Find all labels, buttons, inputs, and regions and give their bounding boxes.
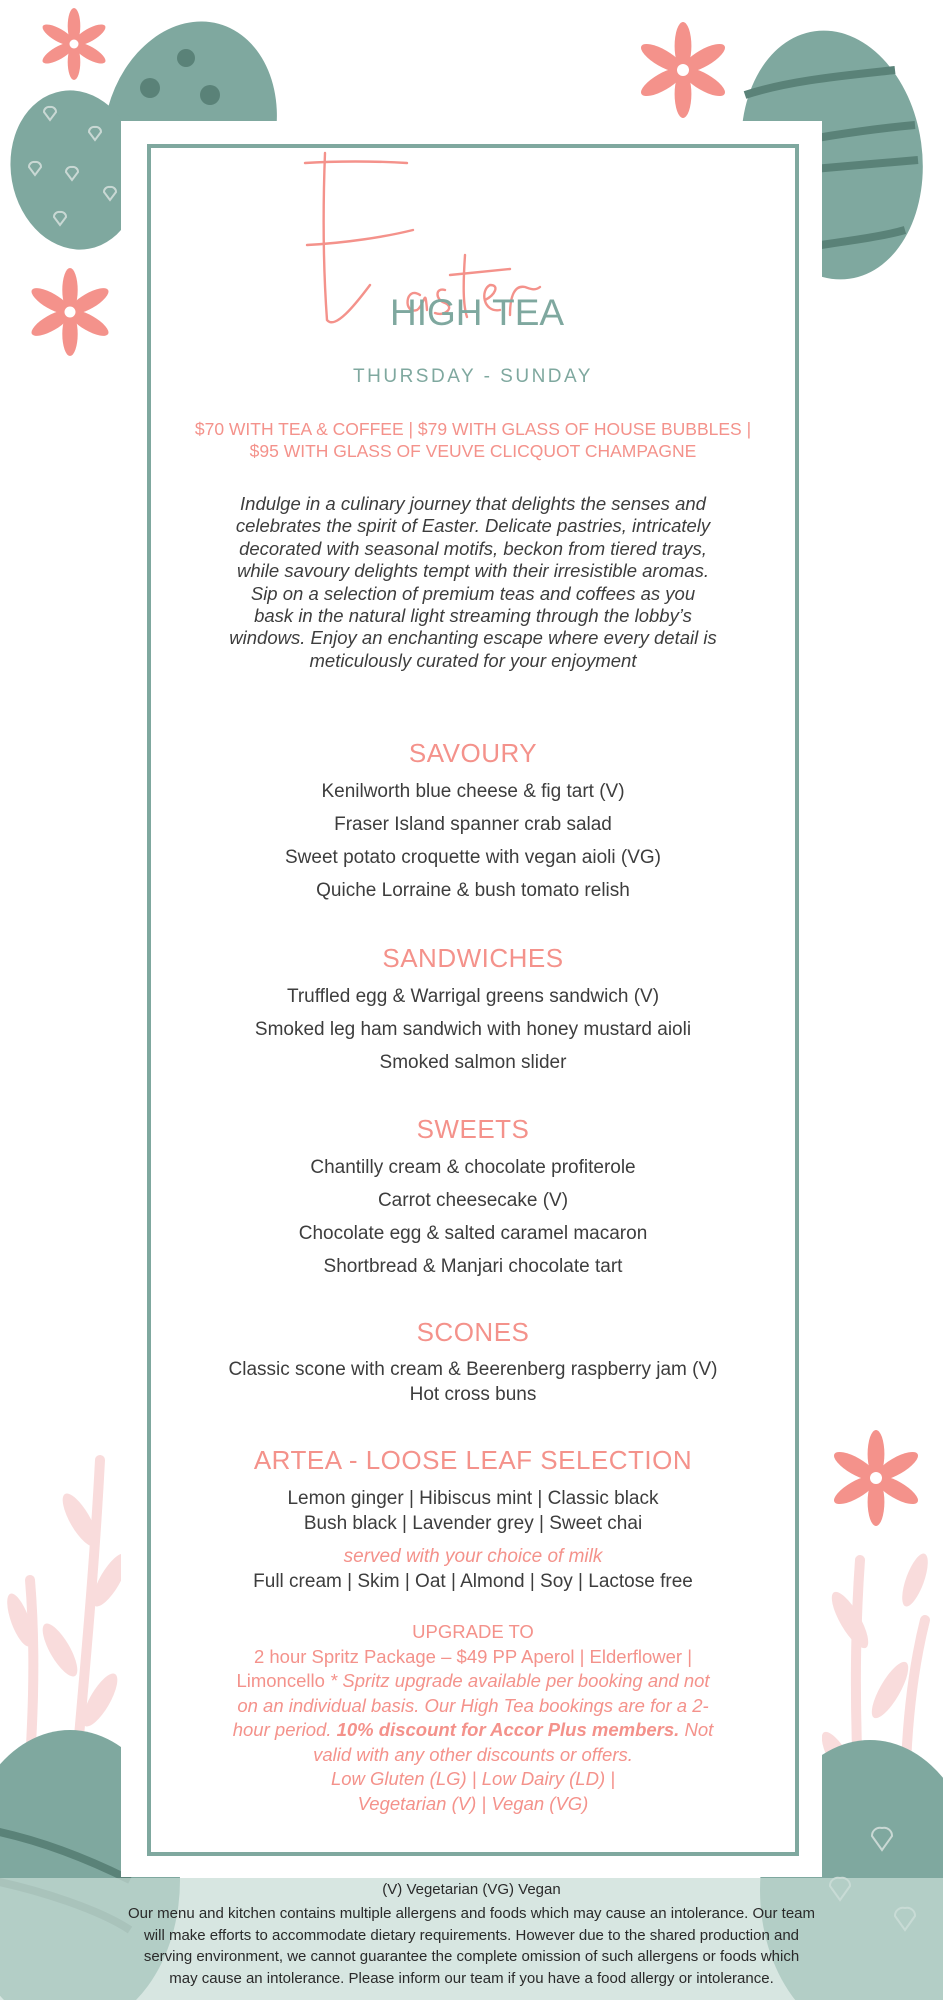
disclaimer-line: Our menu and kitchen contains multiple allergens and foods which may cause an intolerance. Our team — [127, 1905, 816, 1922]
section-title-savoury: SAVOURY — [408, 738, 538, 768]
upgrade-line — [160, 1669, 786, 1694]
menu-item: Kenilworth blue cheese & fig tart (V) — [321, 781, 625, 802]
title-high-tea: HIGH TEA — [390, 292, 565, 333]
sweets-items — [160, 1151, 786, 1283]
section-title-sandwiches: SANDWICHES — [382, 943, 564, 973]
intro-line: decorated with seasonal motifs, beckon from tiered trays, — [239, 537, 707, 559]
menu-item: Classic scone with cream & Beerenberg raspberry jam (V) — [228, 1359, 718, 1380]
intro-line: celebrates the spirit of Easter. Delicate pastries, intricately — [235, 515, 711, 537]
menu-item: Fraser Island spanner crab salad — [334, 814, 612, 835]
tea-items — [160, 1486, 786, 1594]
menu-item: Chocolate egg & salted caramel macaron — [298, 1223, 648, 1244]
intro-line: windows. Enjoy an enchanting escape where every detail is — [229, 627, 717, 649]
upgrade-text: Limoncello — [236, 1670, 325, 1691]
intro-line: Sip on a selection of premium teas and coffees as you — [250, 582, 696, 604]
milk-note: served with your choice of milk — [343, 1546, 603, 1567]
upgrade-block — [160, 1620, 786, 1816]
disclaimer-line: may cause an intolerance. Please inform our team if you have a food allergy or intolerance. — [169, 1969, 774, 1987]
upgrade-line: 2 hour Spritz Package – $49 PP Aperol | Elderflower | — [253, 1645, 693, 1667]
allergen-footer — [0, 1878, 943, 2000]
upgrade-text: Not — [679, 1719, 714, 1740]
intro-line: bask in the natural light streaming through the lobby’s — [254, 605, 692, 627]
intro-line: while savoury delights tempt with their irresistible aromas. — [237, 560, 709, 582]
pricing-line: $70 WITH TEA & COFFEE | $79 WITH GLASS OF HOUSE BUBBLES | — [194, 419, 752, 439]
tea-line: Bush black | Lavender grey | Sweet chai — [303, 1513, 643, 1534]
pricing — [160, 418, 786, 462]
menu-item: Shortbread & Manjari chocolate tart — [323, 1256, 623, 1277]
upgrade-title: UPGRADE TO — [412, 1621, 534, 1642]
menu-item: Hot cross buns — [409, 1384, 537, 1405]
disclaimer-line: will make efforts to accommodate dietary requirements. However due to the shared production and — [143, 1926, 800, 1944]
days-label: THURSDAY - SUNDAY — [353, 366, 593, 387]
intro-paragraph — [160, 493, 786, 672]
savoury-items — [160, 775, 786, 907]
tea-line: Lemon ginger | Hibiscus mint | Classic black — [287, 1488, 659, 1509]
menu-item: Chantilly cream & chocolate profiterole — [310, 1157, 636, 1178]
footer-legend: (V) Vegetarian (VG) Vegan — [382, 1881, 561, 1898]
menu-item: Carrot cheesecake (V) — [377, 1190, 569, 1211]
menu-item: Truffled egg & Warrigal greens sandwich (V) — [286, 986, 660, 1007]
intro-line: Indulge in a culinary journey that delights the senses and — [240, 493, 706, 514]
dietary-line: Vegetarian (V) | Vegan (VG) — [357, 1792, 589, 1814]
upgrade-line: valid with any other discounts or offers. — [313, 1743, 633, 1765]
upgrade-line: on an individual basis. Our High Tea bookings are for a 2- — [237, 1694, 709, 1716]
section-title-sweets: SWEETS — [416, 1114, 530, 1144]
dietary-line: Low Gluten (LG) | Low Dairy (LD) | — [330, 1768, 616, 1789]
intro-line: meticulously curated for your enjoyment — [309, 649, 637, 671]
footer-disclaimer — [0, 1903, 943, 1989]
sandwiches-items — [160, 980, 786, 1079]
scones-items — [160, 1357, 786, 1407]
menu-item: Sweet potato croquette with vegan aioli (VG) — [285, 847, 661, 868]
milk-options: Full cream | Skim | Oat | Almond | Soy | Lactose free — [253, 1571, 693, 1592]
pricing-line: $95 WITH GLASS OF VEUVE CLICQUOT CHAMPAGNE — [249, 441, 697, 461]
section-title-scones: SCONES — [416, 1317, 530, 1347]
upgrade-text: hour period. — [232, 1719, 337, 1740]
menu-item: Smoked leg ham sandwich with honey mustard aioli — [254, 1019, 692, 1040]
upgrade-line — [160, 1718, 786, 1743]
accor-discount: 10% discount for Accor Plus members. — [336, 1719, 680, 1740]
upgrade-text: * Spritz upgrade available per booking and not — [324, 1670, 710, 1691]
section-title-tea: ARTEA - LOOSE LEAF SELECTION — [253, 1445, 693, 1475]
menu-item: Quiche Lorraine & bush tomato relish — [316, 880, 630, 901]
disclaimer-line: serving environment, we cannot guarantee the complete omission of such allergens or foods which — [143, 1948, 800, 1965]
menu-item: Smoked salmon slider — [379, 1052, 567, 1073]
